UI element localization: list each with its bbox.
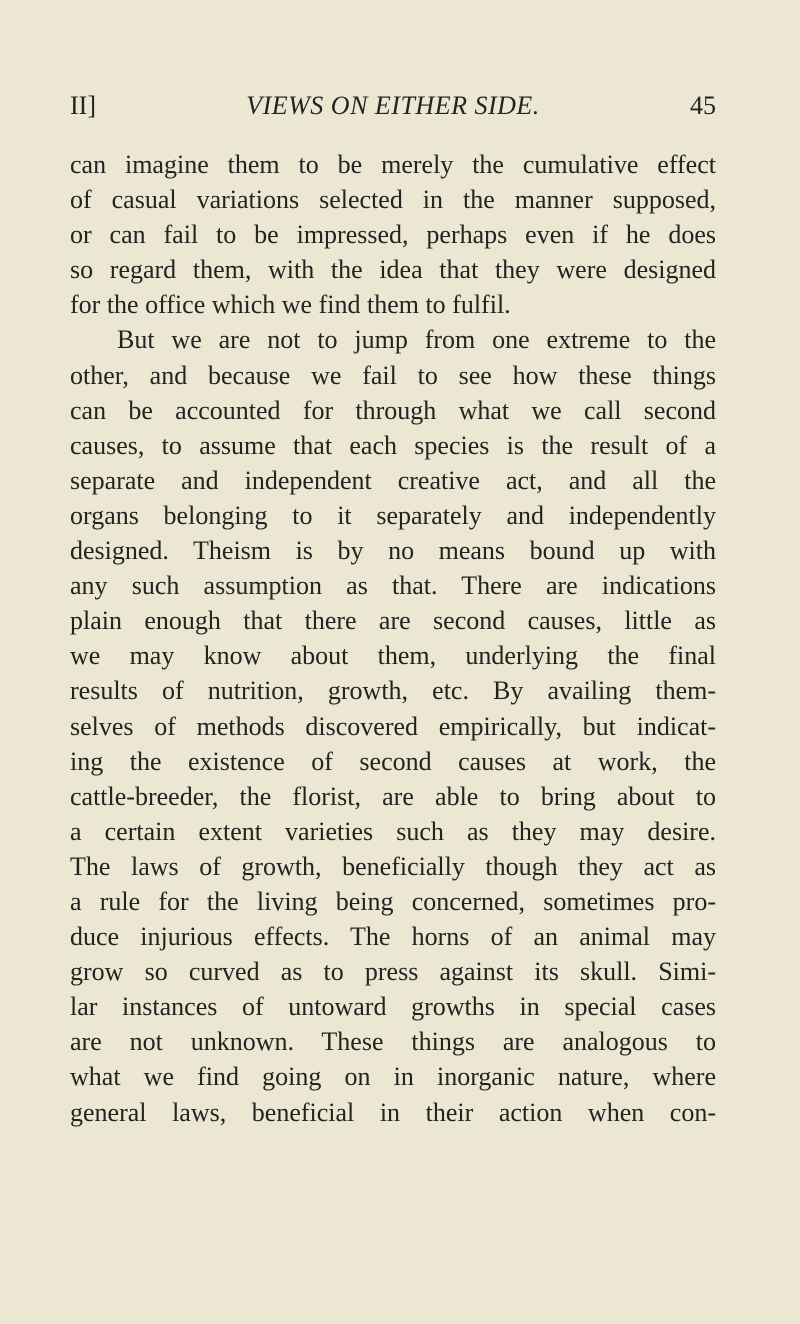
text-line: ing the existence of second causes at work, the [70,746,716,776]
text-line: organs belonging to it separately and independently [70,500,716,530]
text-line: for the office which we find them to fulfil. [70,290,511,320]
text-line: can imagine them to be merely the cumulative effect [70,150,716,179]
text-line: cattle-breeder, the florist, are able to bring about to [70,781,716,811]
text-line: causes, to assume that each species is the result of a [70,430,716,460]
text-line: a certain extent varieties such as they may desire. [70,816,716,846]
text-line: plain enough that there are second causes, little as [70,606,716,636]
text-line: are not unknown. These things are analogous to [70,1027,716,1057]
text-line: lar instances of untoward growths in special cases [70,992,716,1022]
text-line: so regard them, with the idea that they were designed [70,255,716,285]
text-line: separate and independent creative act, and all the [70,465,716,495]
running-title: VIEWS ON EITHER SIDE. [246,91,540,120]
text-line: selves of methods discovered empirically, but indicat- [70,711,716,741]
text-line: what we find going on in inorganic nature, where [70,1062,716,1092]
text-line: results of nutrition, growth, etc. By availing them- [70,676,716,706]
text-line: grow so curved as to press against its skull. Simi- [70,957,716,987]
body-text [70,147,716,1130]
text-line: The laws of growth, beneficially though they act as [70,851,716,881]
text-line: But we are not to jump from one extreme to the [117,325,716,355]
text-line: can be accounted for through what we call second [70,395,716,425]
page-number: 45 [690,91,716,120]
text-line: duce injurious effects. The horns of an animal may [70,922,716,952]
text-line: a rule for the living being concerned, sometimes pro- [70,886,716,916]
text-line: of casual variations selected in the manner supposed, [70,185,716,215]
text-line: other, and because we fail to see how these things [70,360,716,390]
text-line: designed. Theism is by no means bound up with [70,536,716,566]
chapter-number: II] [70,91,96,120]
text-line: we may know about them, underlying the final [70,641,716,671]
text-line: general laws, beneficial in their action when con- [70,1097,716,1127]
text-line: any such assumption as that. There are indications [70,571,716,601]
text-line: or can fail to be impressed, perhaps even if he does [70,220,716,250]
running-header [70,86,716,126]
